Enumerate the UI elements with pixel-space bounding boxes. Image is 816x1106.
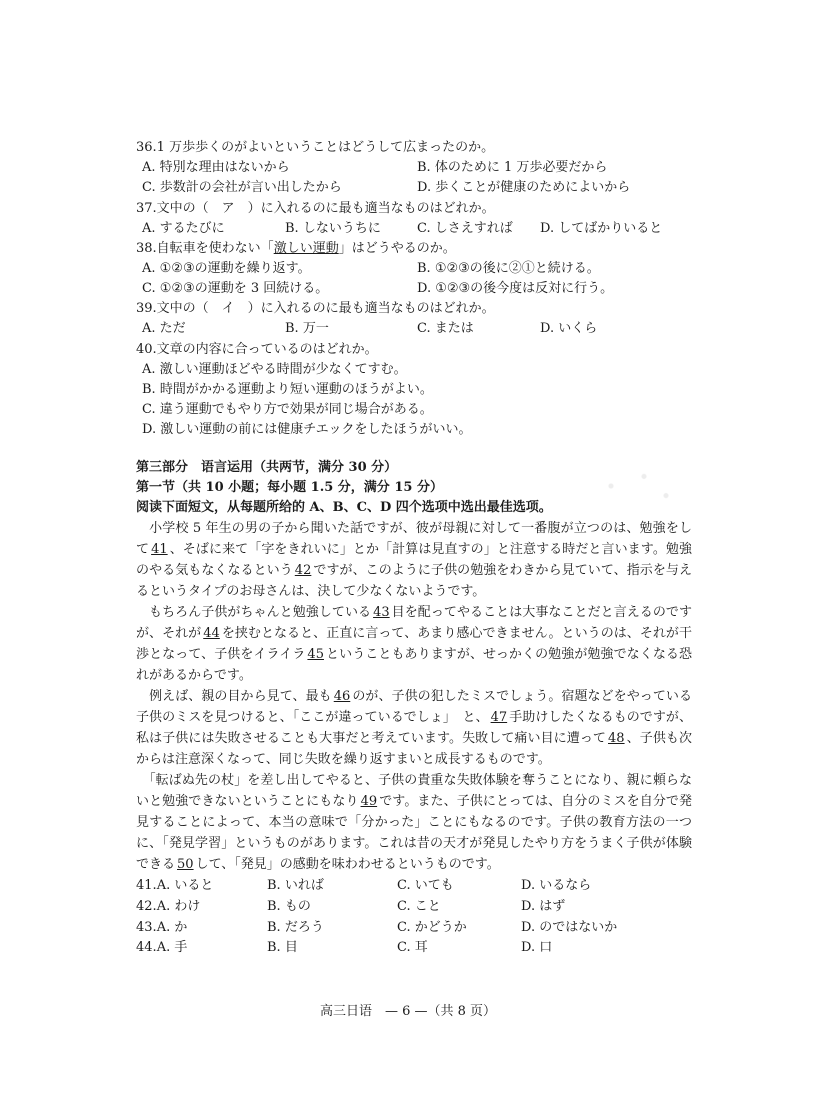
section-instruction: 阅读下面短文，从每题所给的 A、B、C、D 四个选项中选出最佳选项。	[136, 500, 552, 515]
blank-46: 46	[333, 689, 351, 704]
blank-42: 42	[294, 563, 312, 578]
choice-43-d: D. のではないか	[521, 920, 618, 935]
question-36-stem: 36.1 万歩歩くのがよいということはどうして広まったのか。	[136, 140, 495, 155]
question-40-stem: 40.文章の内容に合っているのはどれか。	[136, 342, 378, 357]
choice-43: 43.A. か	[136, 920, 188, 935]
choice-42-d: D. はず	[521, 899, 566, 914]
subsection-heading: 第一节（共 10 小题；每小题 1.5 分，满分 15 分）	[136, 480, 443, 495]
question-39-stem: 39.文中の（ イ ）に入れるのに最も適当なものはどれか。	[136, 301, 495, 316]
question-38-stem-before: 38.自転車を使わない「	[136, 241, 274, 256]
question-38-option-d: D. ①②③の後今度は反対に行う。	[417, 281, 614, 296]
choice-42-c: C. こと	[397, 899, 441, 914]
question-37-option-a: A. するたびに	[142, 221, 225, 236]
question-38-option-b: B. ①②③の後に②①と続ける。	[417, 261, 600, 276]
question-39-option-c: C. または	[417, 321, 474, 336]
question-38-stem	[136, 239, 456, 259]
question-39-option-a: A. ただ	[142, 321, 186, 336]
question-38-stem-underlined: 激しい運動	[273, 241, 339, 256]
question-36-option-d: D. 歩くことが健康のためによいから	[417, 180, 631, 195]
question-38-stem-after: 」はどうやるのか。	[338, 241, 456, 256]
question-40-option-d: D. 激しい運動の前には健康チエックをしたほうがいい。	[142, 422, 472, 437]
question-40-option-b: B. 時間がかかる運動より短い運動のほうがよい。	[142, 382, 433, 397]
choice-41-b: B. いれば	[267, 878, 324, 893]
question-38-option-a: A. ①②③の運動を繰り返す。	[142, 261, 311, 276]
question-39-option-b: B. 万一	[285, 321, 329, 336]
blank-44: 44	[203, 626, 220, 641]
choice-42: 42.A. わけ	[136, 899, 201, 914]
question-37-option-b: B. しないうちに	[285, 221, 381, 236]
question-39-option-d: D. いくら	[540, 321, 598, 336]
passage-paragraph-1: 小学校 5 年生の男の子から聞いた話ですが、彼が母親に対して一番腹が立つのは、勉強をして 41 、そばに来て「字をきれいに」とか「計算は見直すの」と注意する時だと言います。勉強のやる気もなくなるという 42 ですが、このように子供の勉強をわきから見ていて、指示を与えるというタイプのお母さんは、決して少なくないようです。	[136, 521, 692, 599]
question-36-option-a: A. 特別な理由はないから	[142, 160, 290, 175]
passage-paragraph-4: 「転ばぬ先の杖」を差し出してやると、子供の貴重な失敗体験を奪うことになり、親に頼らないと勉強できないということにもなり 49 です。また、子供にとっては、自分のミスを自分で発見することによって、本当の意味で「分かった」ことにもなるのです。子供の教育方法の一つに、「発見学習」というものがあります。これは昔の天才が発見したやり方をうまく子供が体験できる 50 して、「発見」の感動を味わわせるというものです。	[136, 773, 692, 872]
blank-41: 41	[151, 542, 168, 557]
question-38-option-c: C. ①②③の運動を 3 回続ける。	[142, 281, 329, 296]
blank-49: 49	[360, 794, 378, 809]
blank-43: 43	[373, 605, 390, 620]
choice-44-c: C. 耳	[397, 940, 428, 955]
question-36-option-c: C. 歩数計の会社が言い出したから	[142, 180, 342, 195]
choice-41-c: C. いても	[397, 878, 454, 893]
blank-45: 45	[307, 647, 324, 662]
passage-paragraph-2: もちろん子供がちゃんと勉強している 43 目を配ってやることは大事なことだと言えるのですが、それが 44 を挟むとなると、正直に言って、あまり感心できません。というのは、それが干渉となって、子供をイライラ 45 ということもありますが、せっかくの勉強が勉強でなくなる恐れがあるからです。	[136, 605, 692, 683]
section-heading: 第三部分 语言运用（共两节，满分 30 分）	[136, 460, 398, 475]
question-40-option-c: C. 違う運動でもやり方で効果が同じ場合がある。	[142, 402, 433, 417]
question-37-option-d: D. してばかりいると	[540, 221, 663, 236]
passage-paragraph-3: 例えば、親の目から見て、最も 46 のが、子供の犯したミスでしょう。宿題などをやっている子供のミスを見つけると、「ここが違っているでしょ」 と、 47 手助けしたくなるものですが、私は子供には失敗させることも大事だと考えています。失敗して痛い目に遭って 48 、子供も次からは注意深くなって、同じ失敗を繰り返すまいと成長するものです。	[136, 689, 692, 767]
blank-50: 50	[177, 857, 194, 872]
blank-48: 48	[608, 731, 625, 746]
choice-41: 41.A. いると	[136, 878, 214, 893]
question-37-stem: 37.文中の（ ア ）に入れるのに最も適当なものはどれか。	[136, 201, 495, 216]
choice-44: 44.A. 手	[136, 940, 188, 955]
blank-47: 47	[490, 710, 508, 725]
question-36-option-b: B. 体のために 1 万歩必要だから	[417, 160, 608, 175]
page-footer: 高三日语 — 6 —（共 8 页）	[319, 1004, 497, 1019]
choice-43-b: B. だろう	[267, 920, 324, 935]
choice-44-d: D. 口	[521, 940, 553, 955]
choice-41-d: D. いるなら	[521, 878, 592, 893]
question-40-option-a: A. 激しい運動ほどやる時間が少なくてすむ。	[142, 362, 407, 377]
choice-44-b: B. 目	[267, 940, 298, 955]
choice-42-b: B. もの	[267, 899, 311, 914]
choice-43-c: C. かどうか	[397, 920, 467, 935]
question-37-option-c: C. しさえすれば	[417, 221, 513, 236]
scan-smudge	[578, 462, 688, 510]
